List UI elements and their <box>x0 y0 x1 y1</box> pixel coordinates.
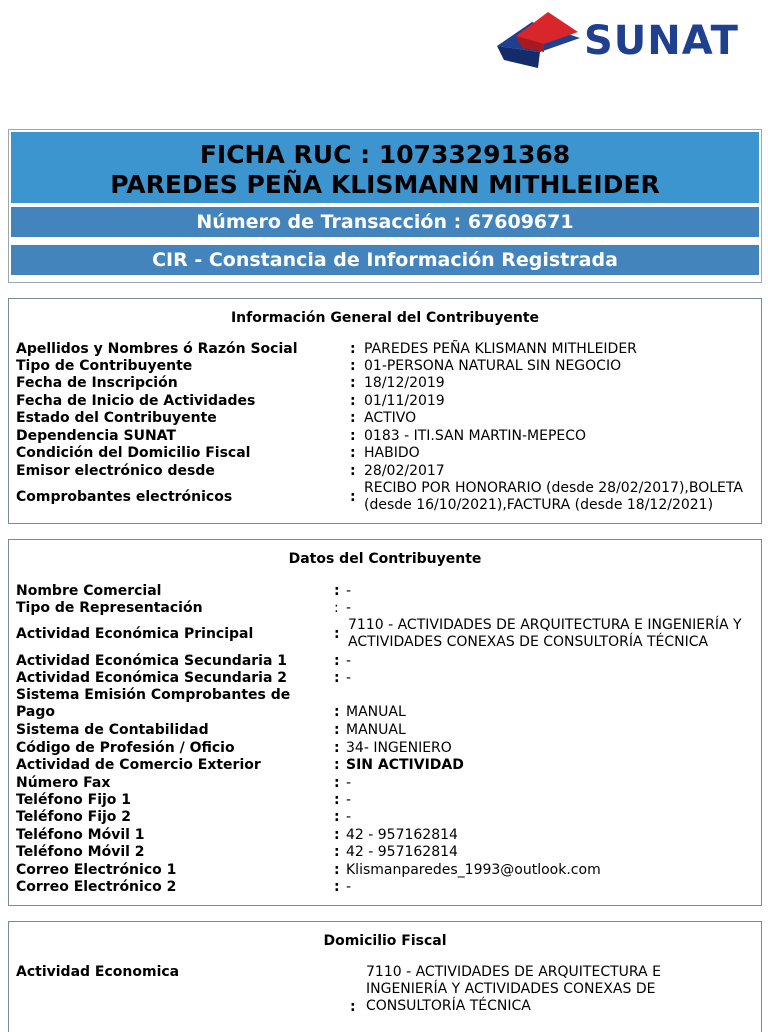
row-label: Teléfono Móvil 1 <box>16 827 145 843</box>
ficha-header <box>8 129 762 283</box>
sunat-logo-text: SUNAT <box>584 18 739 64</box>
taxpayer-name-title: PAREDES PEÑA KLISMANN MITHLEIDER <box>110 170 660 199</box>
row-label: Teléfono Móvil 2 <box>16 844 145 860</box>
sunat-logo <box>492 8 752 78</box>
row-value: 0183 - ITI.SAN MARTIN-MEPECO <box>364 428 587 444</box>
separator: : <box>334 704 340 720</box>
row-value: HABIDO <box>364 445 420 461</box>
row-label: Actividad Económica Secundaria 1 <box>16 653 288 669</box>
info-row <box>16 617 756 653</box>
separator: : <box>350 410 356 426</box>
separator: : <box>350 999 356 1015</box>
separator: : <box>334 792 340 808</box>
row-label: Teléfono Fijo 2 <box>16 809 132 825</box>
row-label: Actividad Económica Secundaria 2 <box>16 670 288 686</box>
row-value: 7110 - ACTIVIDADES DE ARQUITECTURA E INGENIERÍA Y ACTIVIDADES CONEXAS DE CONSULTORÍA TÉCNICA <box>366 964 661 1014</box>
separator: : <box>350 428 356 444</box>
row-value: PAREDES PEÑA KLISMANN MITHLEIDER <box>364 341 637 357</box>
separator: : <box>334 844 340 860</box>
row-value: 42 - 957162814 <box>346 844 458 860</box>
section-title: Información General del Contribuyente <box>230 310 540 326</box>
separator: : <box>334 653 340 669</box>
row-value: RECIBO POR HONORARIO (desde 28/02/2017),BOLETA (desde 16/10/2021),FACTURA (desde 18/12/2021) <box>364 480 743 513</box>
row-value: SIN ACTIVIDAD <box>346 757 464 773</box>
row-label: Número Fax <box>16 775 111 791</box>
row-label: Teléfono Fijo 1 <box>16 792 132 808</box>
separator: : <box>350 358 356 374</box>
cir-title: CIR - Constancia de Información Registrada <box>11 245 759 275</box>
transaction-number: Número de Transacción : 67609671 <box>11 207 759 237</box>
row-value: - <box>346 775 352 791</box>
row-value: MANUAL <box>346 722 406 738</box>
row-value: 01-PERSONA NATURAL SIN NEGOCIO <box>364 358 622 374</box>
row-value: - <box>346 809 352 825</box>
info-row <box>16 687 756 723</box>
separator: : <box>334 626 340 642</box>
row-value: ACTIVO <box>364 410 417 426</box>
separator: : <box>334 757 340 773</box>
separator: : <box>334 879 340 895</box>
separator: : <box>334 583 340 599</box>
row-value: - <box>346 583 352 599</box>
separator: : <box>350 341 356 357</box>
separator: : <box>334 670 340 686</box>
row-label: Actividad Económica Principal <box>16 626 254 642</box>
row-value: - <box>346 670 352 686</box>
row-label: Nombre Comercial <box>16 583 162 599</box>
row-value: 7110 - ACTIVIDADES DE ARQUITECTURA E INGENIERÍA Y ACTIVIDADES CONEXAS DE CONSULTORÍA TÉCNICA <box>348 617 742 650</box>
separator: : <box>334 862 340 878</box>
row-value: 01/11/2019 <box>364 393 445 409</box>
row-label: Actividad de Comercio Exterior <box>16 757 261 773</box>
row-value: - <box>346 792 352 808</box>
separator: : <box>334 740 340 756</box>
separator: : <box>350 463 356 479</box>
row-label: Código de Profesión / Oficio <box>16 740 235 756</box>
row-value: - <box>346 653 352 669</box>
separator: : <box>334 600 339 616</box>
row-label: Apellidos y Nombres ó Razón Social <box>16 341 298 357</box>
ficha-ruc-title: FICHA RUC : 10733291368 <box>199 140 571 169</box>
general-info-section <box>8 298 762 524</box>
row-value: Klismanparedes_1993@outlook.com <box>346 862 601 878</box>
row-value: MANUAL <box>346 704 406 720</box>
separator: : <box>350 445 356 461</box>
row-label: Tipo de Contribuyente <box>16 358 193 374</box>
row-label: Sistema de Contabilidad <box>16 722 209 738</box>
separator: : <box>334 827 340 843</box>
row-label: Sistema Emisión Comprobantes de Pago <box>16 687 291 720</box>
ficha-title-band <box>11 132 759 203</box>
row-label: Condición del Domicilio Fiscal <box>16 445 251 461</box>
separator: : <box>334 775 340 791</box>
section-title: Domicilio Fiscal <box>323 933 447 949</box>
row-value: 28/02/2017 <box>364 463 445 479</box>
row-label: Dependencia SUNAT <box>16 428 176 444</box>
row-value: 34- INGENIERO <box>346 740 452 756</box>
row-value: 18/12/2019 <box>364 375 445 391</box>
row-label: Fecha de Inicio de Actividades <box>16 393 256 409</box>
row-label: Tipo de Representación <box>16 600 203 616</box>
row-label: Fecha de Inscripción <box>16 375 178 391</box>
row-label: Correo Electrónico 2 <box>16 879 177 895</box>
row-value: - <box>346 879 352 895</box>
separator: : <box>350 375 356 391</box>
row-label: Comprobantes electrónicos <box>16 489 233 505</box>
row-label: Estado del Contribuyente <box>16 410 217 426</box>
info-row <box>16 480 756 516</box>
section-title: Datos del Contribuyente <box>288 551 482 567</box>
row-value: - <box>346 600 352 616</box>
separator: : <box>334 809 340 825</box>
taxpayer-data-section <box>8 539 762 906</box>
row-value: 42 - 957162814 <box>346 827 458 843</box>
sunat-logo-icon <box>492 8 582 78</box>
info-row <box>16 964 756 1024</box>
fiscal-address-section <box>8 921 762 1032</box>
row-label: Actividad Economica <box>16 964 180 980</box>
row-label: Emisor electrónico desde <box>16 463 215 479</box>
separator: : <box>350 489 356 505</box>
separator: : <box>334 722 340 738</box>
separator: : <box>350 393 356 409</box>
row-label: Correo Electrónico 1 <box>16 862 177 878</box>
